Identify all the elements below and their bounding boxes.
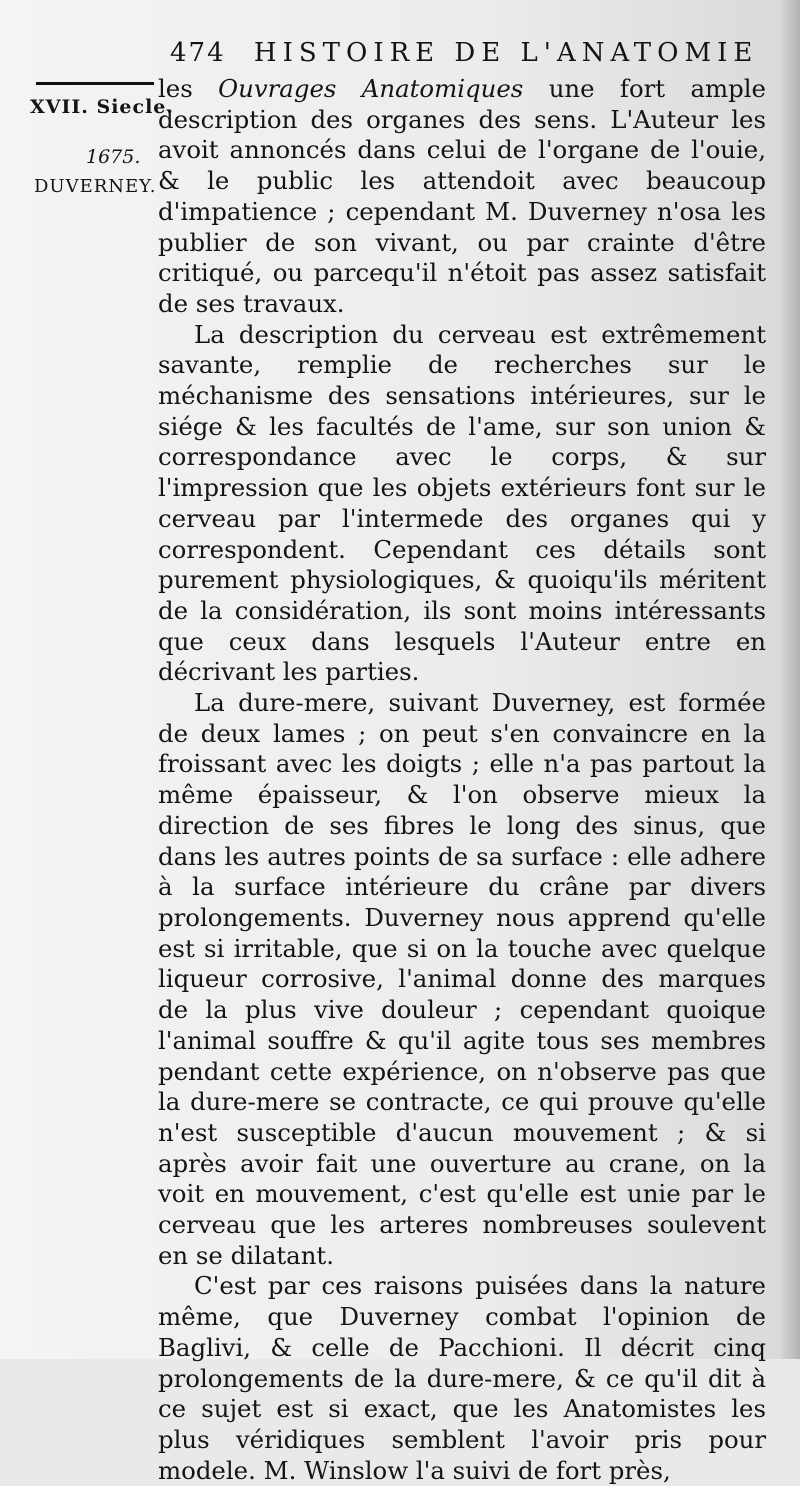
- page-edge-shadow: [778, 0, 800, 1359]
- paragraph-1-start: les: [158, 74, 219, 103]
- paragraph-4: C'est par ces raisons puisées dans la nature même, que Duverney combat l'opinion de Baglivi, & celle de Pacchioni. Il décrit cinq prolongements de la dure-mere, & ce qu'il dit à ce sujet est si exact, que les Anatomistes les plus véridiques semblent l'avoir pris pour modele. M. Winslow l'a suivi de fort près,: [158, 1271, 766, 1485]
- paragraph-1-italic-title: Ouvrages Anatomiques: [218, 74, 524, 103]
- page-number: 474: [170, 38, 226, 68]
- main-text: [158, 74, 766, 1486]
- paragraph-2: La description du cerveau est extrêmement savante, remplie de recherches sur le méchanisme des sensations intérieures, sur le siége & les facultés de l'ame, sur son union & correspondance avec le corps, & sur l'impression que les objets extérieurs font sur le cerveau par l'intermede des organes qui y correspondent. Cependant ces détails sont purement physiologiques, & quoiqu'ils méritent de la considération, ils sont moins intéressants que ceux dans lesquels l'Auteur entre en décrivant les parties.: [158, 319, 766, 687]
- margin-author: DUVERNEY.: [34, 176, 157, 197]
- running-header: [170, 38, 770, 78]
- paragraph-1-rest: une fort ample description des organes des sens. L'Auteur les avoit annoncés dans celui de l'organe de l'ouie, & le public les attendoit avec beaucoup d'impatience ; cependant M. Duverney n'osa les publier de son vivant, ou par crainte d'être critiqué, ou parcequ'il n'étoit pas assez satisfait de ses travaux.: [158, 74, 766, 318]
- margin-century: XVII. Siecle.: [30, 96, 175, 118]
- paragraph-3: La dure-mere, suivant Duverney, est formée de deux lames ; on peut s'en convaincre en la froissant avec les doigts ; elle n'a pas partout la même épaisseur, & l'on observe mieux la direction de ses fibres le long des sinus, que dans les autres points de sa surface : elle adhere à la surface intérieure du crâne par divers prolongements. Duverney nous apprend qu'elle est si irritable, que si on la touche avec quelque liqueur corrosive, l'animal donne des marques de la plus vive douleur ; cependant quoique l'animal souffre & qu'il agite tous ses membres pendant cette expérience, on n'observe pas que la dure-mere se contracte, ce qui prouve qu'elle n'est susceptible d'aucun mouvement ; & si après avoir fait une ouverture au crane, on la voit en mouvement, c'est qu'elle est unie par le cerveau que les arteres nombreuses soulevent en se dilatant.: [158, 688, 766, 1270]
- margin-rule: [36, 82, 154, 85]
- running-title: HISTOIRE DE L'ANATOMIE: [253, 38, 759, 68]
- paragraph-1: [158, 74, 766, 320]
- margin-year: 1675.: [86, 146, 141, 168]
